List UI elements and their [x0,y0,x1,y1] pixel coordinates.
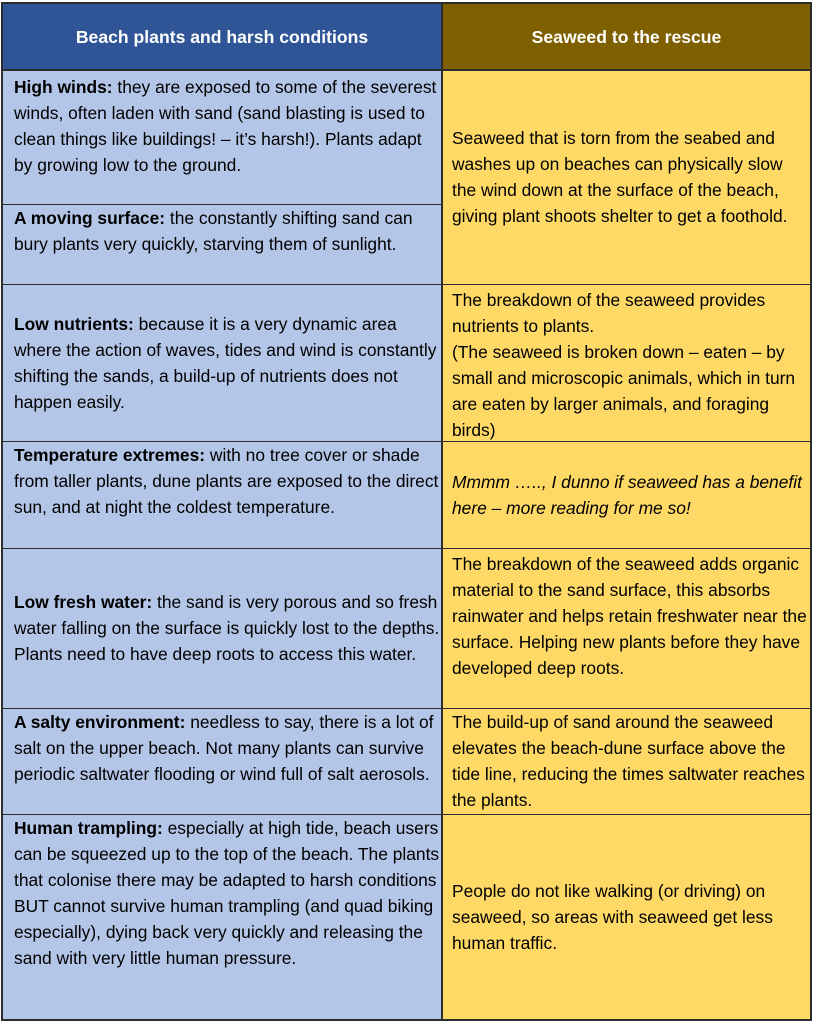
header-left-label: Beach plants and harsh conditions [75,26,369,47]
row-title: Low nutrients: [14,313,134,334]
header-beach-plants [3,4,443,70]
row-divider [3,204,443,205]
row-divider [3,441,810,442]
row-low-nutrients [3,284,443,441]
row-divider [3,708,810,709]
row-high-winds [3,70,443,204]
row-text: especially at high tide, beach users can be squeezed up to the top of the beach. The plants that colonise there may be adapted to harsh conditions BUT cannot survive human trampling (and quad biking especially), dying back very quickly and releasing the sand with very little human pressure. [14,818,440,968]
seaweed-water-cell [443,548,810,708]
row-temperature-extremes [3,441,443,548]
row-title: High winds: [14,77,113,97]
seaweed-nutrients-cell [443,284,810,441]
cell-text: The build-up of sand around the seaweed elevates the beach-dune surface above the tide line, reducing the times saltwater reaches the plants. [452,712,805,810]
row-low-fresh-water [3,548,443,708]
row-divider [3,548,810,549]
seaweed-temperature-cell [443,441,810,548]
cell-text: The breakdown of the seaweed provides nutrients to plants. [452,290,766,336]
row-text: the sand is very porous and so fresh water falling on the surface is quickly lost to the depths. Plants need to have deep roots to access this water. [14,592,440,664]
header-right-label: Seaweed to the rescue [531,26,722,47]
row-title: Human trampling: [14,818,163,838]
row-text: needless to say, there is a lot of salt on the upper beach. Not many plants can survive periodic saltwater flooding or wind full of salt aerosols. [14,712,434,784]
seaweed-salt-cell [443,708,810,814]
row-divider [3,284,810,285]
row-title: A salty environment: [14,712,186,732]
seaweed-trampling-cell [443,814,810,1019]
row-salty-environment [3,708,443,814]
row-text: because it is a very dynamic area where the action of waves, tides and wind is constantly shifting the sands, a build-up of nutrients does not happen easily. [14,313,437,412]
row-title: Low fresh water: [14,592,153,612]
seaweed-wind-cell [443,70,810,284]
cell-text: Mmmm ….., I dunno if seaweed has a benefit here – more reading for me so! [452,471,802,518]
row-moving-surface [3,204,443,284]
header-seaweed-rescue [443,4,810,70]
row-title: Temperature extremes: [14,445,206,465]
header-divider [3,69,810,71]
cell-text: Seaweed that is torn from the seabed and washes up on beaches can physically slow the wind down at the surface of the beach, giving plant shoots shelter to get a foothold. [452,128,788,226]
cell-text: The breakdown of the seaweed adds organic material to the sand surface, this absorbs rainwater and helps retain freshwater near the surface. Helping new plants before they have developed deep roots. [452,554,807,678]
row-text: with no tree cover or shade from taller plants, dune plants are exposed to the direct sun, and at night the coldest temperature. [14,445,439,517]
cell-text-note: (The seaweed is broken down – eaten – by small and microscopic animals, which in turn are eaten by larger animals, and foraging birds) [452,342,796,440]
row-divider [3,814,810,815]
comparison-table [1,2,812,1021]
row-human-trampling [3,814,443,1019]
row-text: the constantly shifting sand can bury plants very quickly, starving them of sunlight. [14,208,413,254]
row-title: A moving surface: [14,208,166,228]
cell-text: People do not like walking (or driving) on seaweed, so areas with seaweed get less human traffic. [452,880,773,953]
row-text: they are exposed to some of the severest winds, often laden with sand (sand blasting is used to clean things like buildings! – it’s harsh!). Plants adapt by growing low to the ground. [14,77,437,175]
